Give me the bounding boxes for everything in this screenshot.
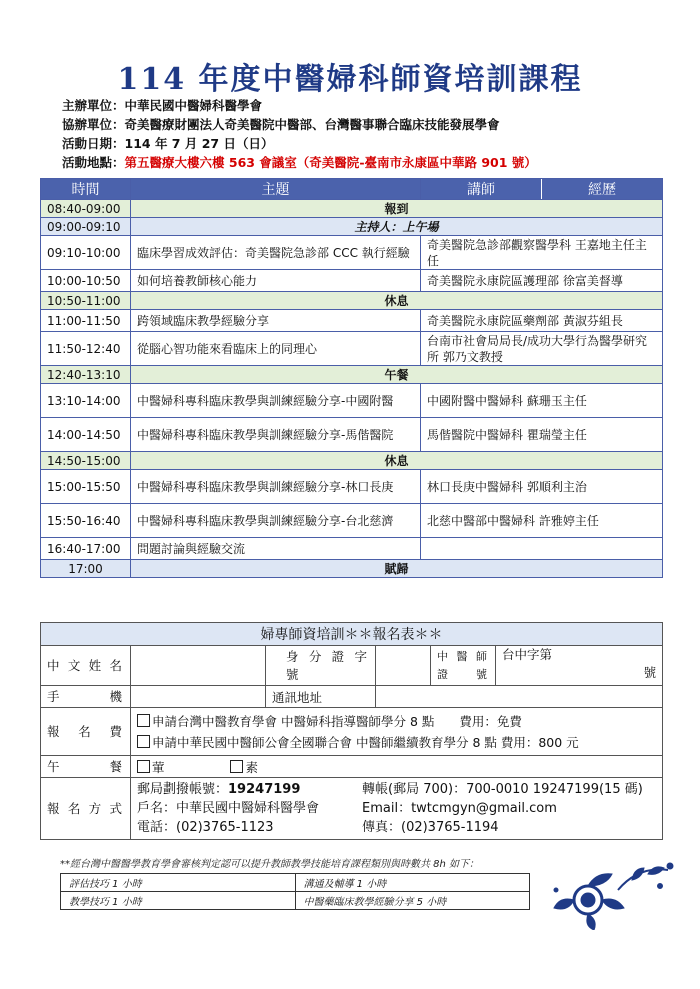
fee-option-paid-label: 申請中華民國中醫師公會全國聯合會 中醫師繼續教育學分 8 點 費用：800 元 (152, 734, 579, 750)
schedule-topic: 跨領域臨床教學經驗分享 (131, 310, 421, 332)
footnote: **經台灣中醫醫學教育學會審核判定認可以提升教師教學技能培育課程類別與時數共 8h 如下： (60, 859, 480, 870)
schedule-time: 14:50-15:00 (41, 452, 131, 470)
schedule-speaker: 中國附醫中醫婦科 蘇珊玉主任 (421, 384, 663, 418)
schedule-row (41, 538, 663, 560)
schedule-table (40, 178, 663, 578)
header-time: 時間 (41, 179, 131, 200)
schedule-time: 09:00-09:10 (41, 218, 131, 236)
schedule-speaker: 林口長庚中醫婦科 郭順利主治 (421, 470, 663, 504)
schedule-speaker (421, 538, 663, 560)
event-venue (62, 154, 537, 172)
fee-option-free-label: 申請台灣中醫教育學會 中醫婦科指導醫師學分 8 點 費用：免費 (152, 713, 522, 729)
schedule-break: 賦歸 (131, 560, 663, 578)
schedule-header (41, 179, 663, 200)
schedule-time: 12:40-13:10 (41, 366, 131, 384)
id-number-label: 身 分 證 字 號 (266, 646, 376, 686)
schedule-host: 主持人：上午場 (131, 218, 663, 236)
schedule-topic: 如何培養教師核心能力 (131, 270, 421, 292)
schedule-break: 午餐 (131, 366, 663, 384)
schedule-row (41, 236, 663, 270)
schedule-time: 15:50-16:40 (41, 504, 131, 538)
lunch-meat-label: 葷 (152, 759, 165, 775)
email-info: Email：twtcmgyn@gmail.com (362, 801, 557, 816)
method-label: 報 名 方 式 (41, 778, 131, 840)
schedule-time: 14:00-14:50 (41, 418, 131, 452)
schedule-row (41, 218, 663, 236)
schedule-row (41, 452, 663, 470)
schedule-row (41, 200, 663, 218)
registration-form (40, 622, 663, 840)
checkbox-fee-paid[interactable] (137, 735, 150, 748)
schedule-row (41, 560, 663, 578)
account-name: 戶名：中華民國中醫婦科醫學會 (137, 801, 320, 816)
credit-cell: 溝通及輔導 1 小時 (295, 874, 530, 892)
lunch-meat-option[interactable] (137, 760, 165, 775)
phone-field[interactable] (131, 686, 266, 708)
address-field[interactable] (376, 686, 663, 708)
schedule-time: 17:00 (41, 560, 131, 578)
header-speaker (421, 179, 663, 200)
schedule-topic: 臨床學習成效評估：奇美醫院急診部 CCC 執行經驗 (131, 236, 421, 270)
cert-number-field[interactable] (496, 646, 663, 686)
schedule-time: 09:10-10:00 (41, 236, 131, 270)
schedule-speaker: 奇美醫院急診部觀察醫學科 王嘉地主任主任 (421, 236, 663, 270)
lunch-label: 午 餐 (41, 756, 131, 778)
id-number-field[interactable] (376, 646, 431, 686)
venue-address: 第五醫療大樓六樓 563 會議室（奇美醫院-臺南市永康區中華路 901 號） (124, 155, 537, 170)
taichung-suffix: 號 (643, 665, 657, 680)
schedule-speaker: 北慈中醫部中醫婦科 許雅婷主任 (421, 504, 663, 538)
registration-header: 婦專師資培訓＊＊報名表＊＊ (41, 623, 663, 646)
credits-table (60, 873, 530, 910)
schedule-topic: 中醫婦科專科臨床教學與訓練經驗分享-馬偕醫院 (131, 418, 421, 452)
postal-label: 郵局劃撥帳號： (137, 782, 229, 797)
schedule-speaker: 台南市社會局局長/成功大學行為醫學研究所 郭乃文教授 (421, 332, 663, 366)
schedule-topic: 從腦心智功能來看臨床上的同理心 (131, 332, 421, 366)
co-organizer: 協辦單位：奇美醫療財團法人奇美醫院中醫部、台灣醫事聯合臨床技能發展學會 (62, 117, 500, 132)
schedule-break: 休息 (131, 292, 663, 310)
schedule-speaker: 馬偕醫院中醫婦科 瞿瑞瑩主任 (421, 418, 663, 452)
checkbox-lunch-meat[interactable] (137, 760, 150, 773)
event-date: 活動日期：114 年 7 月 27 日（日） (62, 136, 274, 151)
schedule-time: 16:40-17:00 (41, 538, 131, 560)
lunch-veg-option[interactable] (230, 760, 258, 775)
schedule-time: 13:10-14:00 (41, 384, 131, 418)
schedule-speaker: 奇美醫院永康院區護理部 徐富美督導 (421, 270, 663, 292)
schedule-break: 休息 (131, 452, 663, 470)
tel-info: 電話：(02)3765-1123 (137, 820, 274, 835)
lunch-veg-label: 素 (245, 759, 258, 775)
floral-ornament (548, 850, 688, 930)
schedule-topic: 中醫婦科專科臨床教學與訓練經驗分享-中國附醫 (131, 384, 421, 418)
chinese-name-field[interactable] (131, 646, 266, 686)
venue-label: 活動地點： (62, 155, 125, 170)
fee-option-free[interactable] (137, 711, 656, 732)
fax-info: 傳真：(02)3765-1194 (362, 820, 499, 835)
organizer: 主辦單位：中華民國中醫婦科醫學會 (62, 98, 263, 113)
taichung-prefix: 台中字第 (502, 647, 553, 662)
fee-label: 報 名 費 (41, 708, 131, 756)
schedule-row (41, 418, 663, 452)
phone-label: 手 機 (41, 686, 131, 708)
schedule-topic: 中醫婦科專科臨床教學與訓練經驗分享-林口長庚 (131, 470, 421, 504)
schedule-topic: 問題討論與經驗交流 (131, 538, 421, 560)
schedule-speaker: 奇美醫院永康院區藥劑部 黃淑芬組長 (421, 310, 663, 332)
schedule-row (41, 470, 663, 504)
fee-option-paid[interactable] (137, 732, 656, 753)
schedule-row (41, 504, 663, 538)
schedule-row (41, 270, 663, 292)
schedule-time: 15:00-15:50 (41, 470, 131, 504)
schedule-time: 11:50-12:40 (41, 332, 131, 366)
schedule-break: 報到 (131, 200, 663, 218)
schedule-topic: 中醫婦科專科臨床教學與訓練經驗分享-台北慈濟 (131, 504, 421, 538)
checkbox-fee-free[interactable] (137, 714, 150, 727)
schedule-row (41, 332, 663, 366)
address-label: 通訊地址 (266, 686, 376, 708)
header-experience-label: 經歷 (588, 182, 616, 198)
schedule-time: 10:50-11:00 (41, 292, 131, 310)
schedule-row (41, 366, 663, 384)
credit-cell: 教學技巧 1 小時 (61, 892, 296, 910)
postal-account: 19247199 (228, 782, 301, 797)
schedule-row (41, 292, 663, 310)
schedule-row (41, 384, 663, 418)
credit-cell: 中醫藥臨床教學經驗分享 5 小時 (295, 892, 530, 910)
header-speaker-label: 講師 (421, 179, 542, 199)
credit-cell: 評估技巧 1 小時 (61, 874, 296, 892)
checkbox-lunch-veg[interactable] (230, 760, 243, 773)
schedule-time: 08:40-09:00 (41, 200, 131, 218)
page-title: 114 年度中醫婦科師資培訓課程 (117, 62, 583, 97)
schedule-time: 11:00-11:50 (41, 310, 131, 332)
cert-number-label: 中 醫 師 證 號 (431, 646, 496, 686)
chinese-name-label: 中 文 姓 名 (41, 646, 131, 686)
transfer-info: 轉帳(郵局 700)：700-0010 19247199(15 碼) (362, 782, 643, 797)
schedule-time: 10:00-10:50 (41, 270, 131, 292)
header-topic: 主題 (131, 179, 421, 200)
schedule-row (41, 310, 663, 332)
